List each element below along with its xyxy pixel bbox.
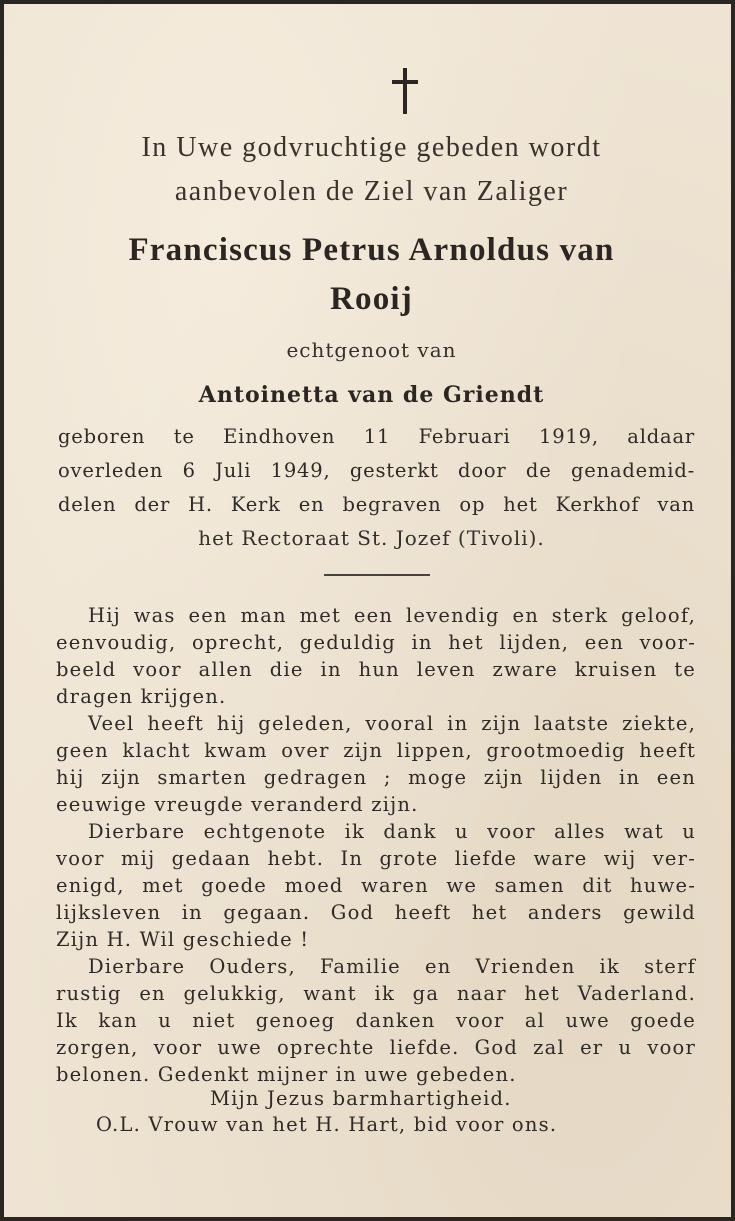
text-line: Zijn H. Wil geschiede ! (56, 928, 310, 951)
text-line: eenvoudig, oprecht, geduldig in het lijden, een voor- (56, 631, 696, 654)
text-line: Veel heeft hij geleden, vooral in zijn laatste ziekte, (88, 712, 696, 735)
spouse-name: Antoinetta van de Griendt (198, 382, 545, 408)
text-line: voor mij gedaan hebt. In grote liefde ware wij ver- (56, 847, 696, 870)
divider-rule (324, 574, 430, 576)
closing-prayer-1: Mijn Jezus barmhartigheid. (210, 1087, 512, 1110)
intro-line-1: In Uwe godvruchtige gebeden wordt (141, 132, 602, 163)
text-line: rustig en gelukkig, want ik ga naar het Vaderland. (56, 982, 696, 1005)
details-line: het Rectoraat St. Jozef (Tivoli). (198, 526, 545, 550)
text-line: Dierbare echtgenote ik dank u voor alles wat u (88, 820, 696, 843)
text-line: eeuwige vreugde veranderd zijn. (56, 793, 419, 816)
text-line: Hij was een man met een levendig en sterk geloof, (88, 604, 696, 627)
text-line: enigd, met goede moed waren we samen dit huwe- (56, 874, 696, 897)
text-line: beeld voor allen die in hun leven zware kruisen te (56, 658, 696, 681)
relation-text: echtgenoot van (286, 338, 457, 362)
text-line: dragen krijgen. (56, 685, 227, 708)
details-line: geboren te Eindhoven 11 Februari 1919, aldaar (58, 425, 695, 448)
text-line: belonen. Gedenkt mijner in uwe gebeden. (56, 1063, 517, 1086)
text-line: zorgen, voor uwe oprechte liefde. God zal er u voor (56, 1036, 696, 1059)
closing-prayer-2: O.L. Vrouw van het H. Hart, bid voor ons. (96, 1113, 558, 1136)
deceased-name-line-2: Rooij (330, 281, 413, 317)
text-line: lijksleven in gegaan. God heeft het anders gewild (56, 901, 696, 924)
text-line: hij zijn smarten gedragen ; moge zijn lijden in een (56, 766, 696, 789)
text-line: geen klacht kwam over zijn lippen, grootmoedig heeft (56, 739, 696, 762)
cross-icon (392, 68, 418, 114)
intro-line-2: aanbevolen de Ziel van Zaliger (174, 176, 569, 207)
deceased-name-line-1: Franciscus Petrus Arnoldus van (128, 232, 615, 268)
text-line: Ik kan u niet genoeg danken voor al uwe goede (56, 1009, 696, 1032)
text-line: Dierbare Ouders, Familie en Vrienden ik sterf (88, 955, 696, 978)
details-line: delen der H. Kerk en begraven op het Kerkhof van (58, 493, 695, 516)
details-line: overleden 6 Juli 1949, gesterkt door de genademid- (58, 459, 695, 482)
